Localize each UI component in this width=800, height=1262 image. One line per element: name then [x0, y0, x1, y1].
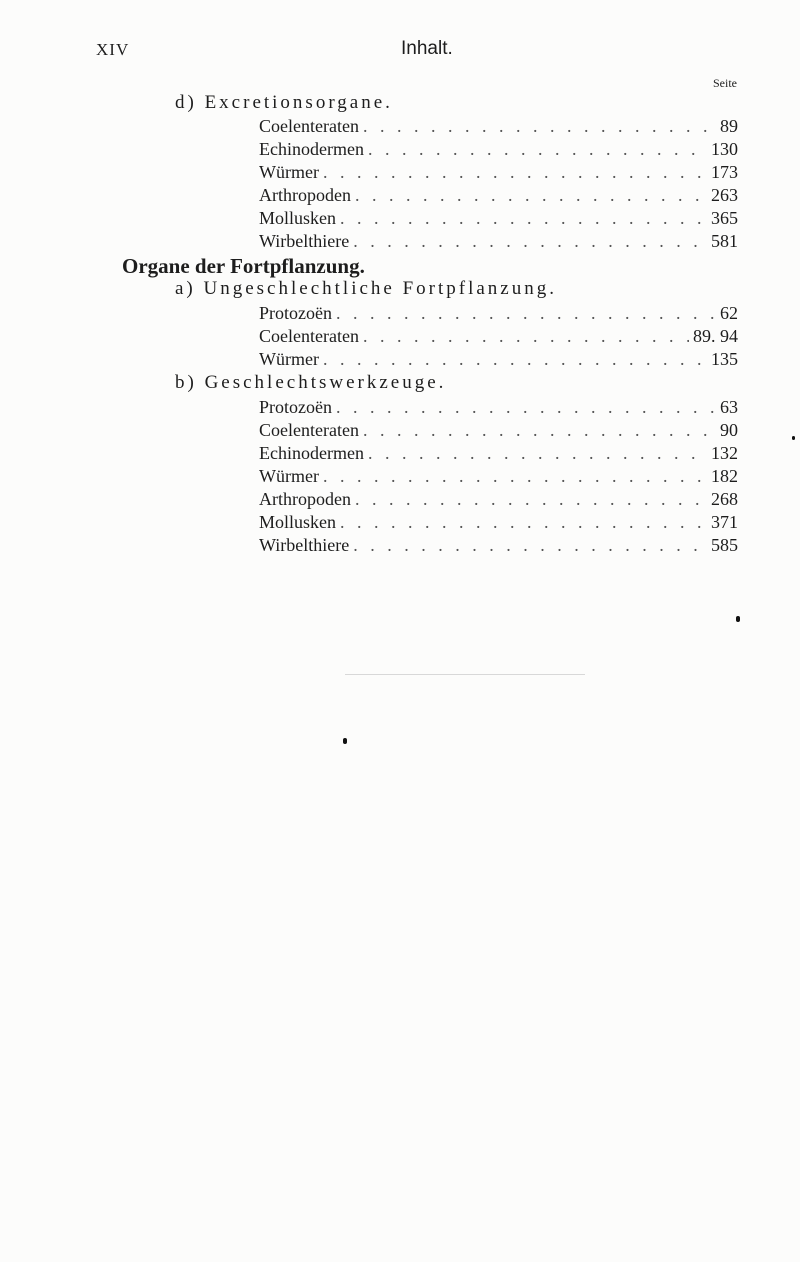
- entry-page: 365: [711, 208, 738, 228]
- leader-dots: [355, 489, 707, 510]
- leader-dots: [323, 466, 707, 487]
- leader-dots: [363, 326, 689, 347]
- entry-page: 581: [711, 231, 738, 251]
- entry-page: 182: [711, 466, 738, 486]
- section-d-title: d) Excretionsorgane.: [175, 92, 393, 113]
- page-number: XIV: [96, 40, 130, 59]
- toc-entry: [259, 512, 738, 534]
- entry-page: 89: [720, 116, 738, 136]
- toc-entry: [259, 162, 738, 184]
- running-head: Inhalt.: [401, 38, 453, 59]
- entry-label: Coelenteraten: [259, 116, 359, 136]
- entry-page: 132: [711, 443, 738, 463]
- entry-label: Wirbelthiere: [259, 231, 350, 251]
- leader-dots: [353, 535, 707, 556]
- entry-page: 263: [711, 185, 738, 205]
- leader-dots: [353, 231, 707, 252]
- leader-dots: [368, 139, 707, 160]
- toc-entry: [259, 420, 738, 442]
- entry-page: 62: [720, 303, 738, 323]
- leader-dots: [368, 443, 707, 464]
- entry-label: Arthropoden: [259, 185, 351, 205]
- toc-entry: [259, 466, 738, 488]
- entry-label: Protozoën: [259, 397, 332, 417]
- entry-page: 89. 94: [693, 326, 738, 346]
- entry-label: Coelenteraten: [259, 420, 359, 440]
- leader-dots: [323, 349, 707, 370]
- entry-label: Coelenteraten: [259, 326, 359, 346]
- leader-dots: [355, 185, 707, 206]
- entry-page: 371: [711, 512, 738, 532]
- entry-label: Arthropoden: [259, 489, 351, 509]
- entry-page: 268: [711, 489, 738, 509]
- entry-label: Wirbelthiere: [259, 535, 350, 555]
- toc-entry: [259, 535, 738, 557]
- entry-page: 135: [711, 349, 738, 369]
- toc-entry: [259, 397, 738, 419]
- ink-speck: [343, 738, 347, 744]
- entry-label: Würmer: [259, 466, 319, 486]
- section-a-title: a) Ungeschlechtliche Fortpflanzung.: [175, 278, 557, 299]
- entry-label: Echinodermen: [259, 443, 364, 463]
- entry-page: 585: [711, 535, 738, 555]
- leader-dots: [363, 116, 714, 137]
- toc-entry: [259, 443, 738, 465]
- ink-speck: [736, 616, 740, 622]
- leader-dots: [340, 512, 707, 533]
- entry-page: 90: [720, 420, 738, 440]
- ink-speck: [792, 436, 795, 440]
- toc-entry: [259, 326, 738, 348]
- seite-label: Seite: [713, 76, 737, 90]
- leader-dots: [323, 162, 707, 183]
- section-b-title: b) Geschlechtswerkzeuge.: [175, 372, 447, 393]
- entry-label: Würmer: [259, 162, 319, 182]
- entry-label: Echinodermen: [259, 139, 364, 159]
- toc-entry: [259, 303, 738, 325]
- leader-dots: [340, 208, 707, 229]
- entry-label: Mollusken: [259, 512, 337, 532]
- entry-page: 63: [720, 397, 738, 417]
- leader-dots: [336, 397, 714, 418]
- entry-page: 173: [711, 162, 738, 182]
- toc-entry: [259, 349, 738, 371]
- toc-entry: [259, 208, 738, 230]
- entry-label: Protozoën: [259, 303, 332, 323]
- organe-heading: Organe der Fortpflanzung.: [122, 254, 365, 278]
- toc-entry: [259, 139, 738, 161]
- leader-dots: [336, 303, 714, 324]
- leader-dots: [363, 420, 714, 441]
- entry-label: Mollusken: [259, 208, 337, 228]
- toc-entry: [259, 489, 738, 511]
- entry-label: Würmer: [259, 349, 319, 369]
- divider-rule: [345, 674, 585, 675]
- toc-entry: [259, 116, 738, 138]
- entry-page: 130: [711, 139, 738, 159]
- toc-entry: [259, 185, 738, 207]
- toc-entry: [259, 231, 738, 253]
